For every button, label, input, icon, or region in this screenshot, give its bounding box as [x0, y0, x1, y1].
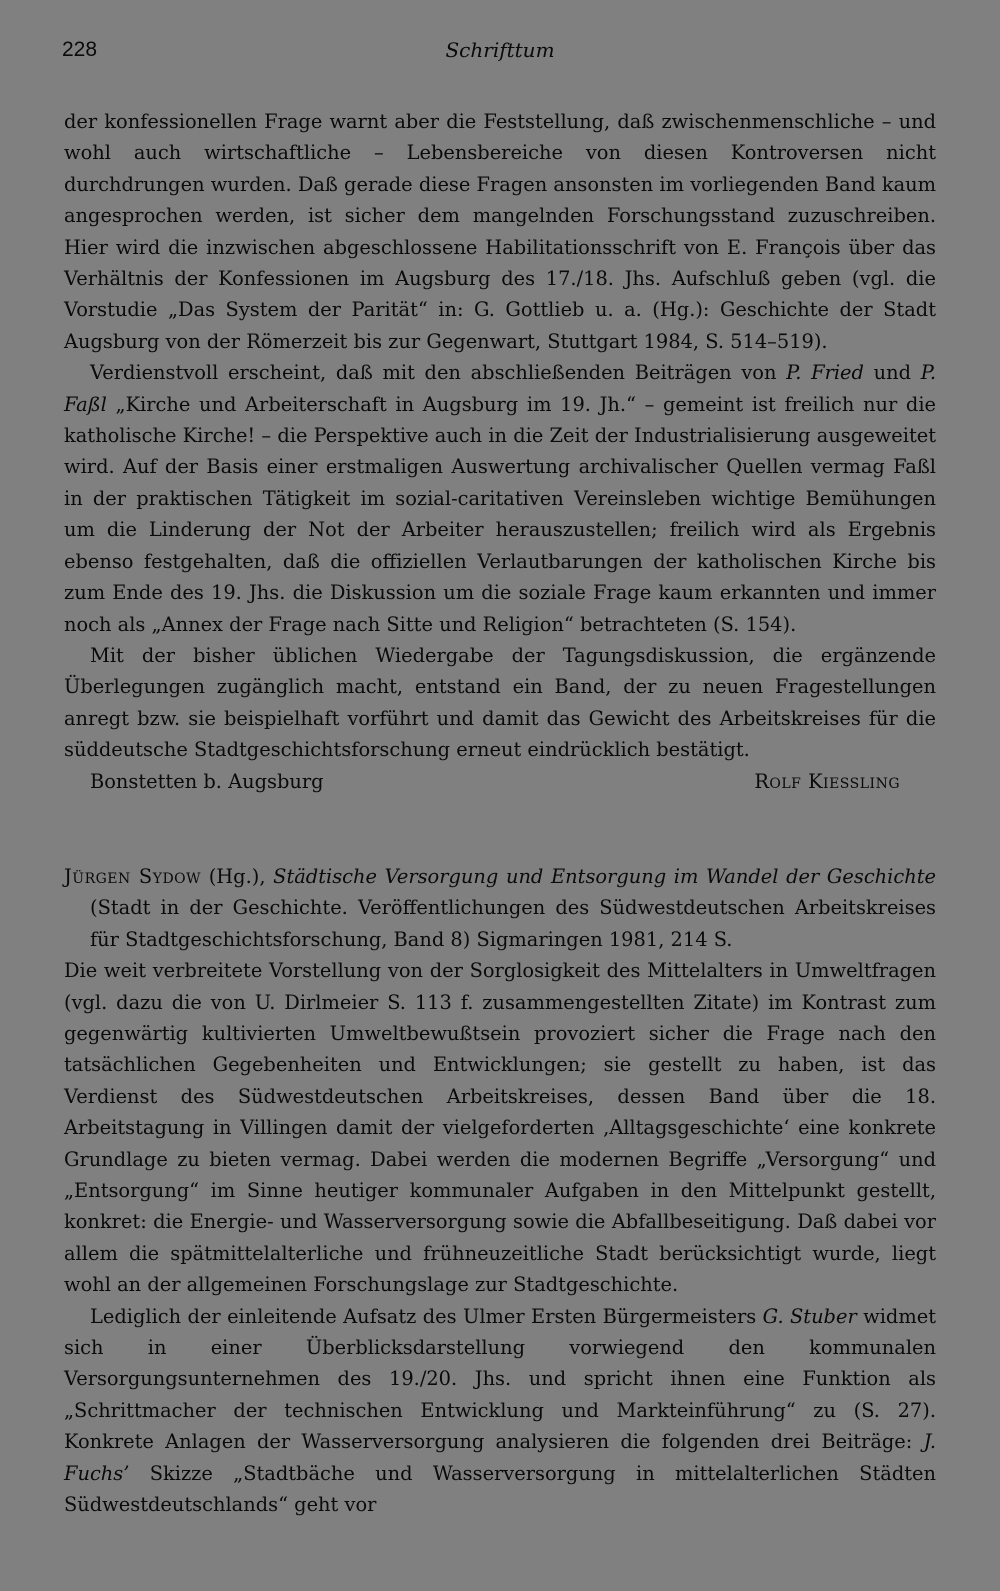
cited-author-fassl: P. Faßl: [64, 361, 936, 416]
cited-author-stuber: G. Stuber: [762, 1304, 857, 1328]
review1-paragraph-2-text-c: „Kirche und Arbeiterschaft in Augsburg im 19. Jh.“ – gemeint ist freilich nur die katholische Kirche! – die Perspektive auch in die Zeit der Industrialisierung ausgeweitet wird. Auf der Basis einer erstmaligen Auswertung archivalischer Quellen vermag Faßl in der praktischen Tätigkeit im sozial-caritativen Vereinsleben wichtige Bemühungen um die Linderung der Not der Arbeiter herauszustellen; freilich wird als Ergebnis ebenso festgehalten, daß die offiziellen Verlautbarungen der katholischen Kirche bis zum Ende des 19. Jhs. die Diskussion um die soziale Frage kaum erkannten und immer noch als „Annex der Frage nach Sitte und Religion“ betrachteten (S. 154).: [64, 392, 936, 636]
review2-publication-details: (Stadt in der Geschichte. Veröffentlichungen des Südwestdeutschen Arbeitskreises für Stadtgeschichtsforschung, Band 8) Sigmaringen 1981, 214 S.: [90, 896, 936, 951]
cited-author-fuchs: J. Fuchs’: [64, 1430, 936, 1485]
body-text: [64, 106, 936, 1520]
running-title: Schrifttum: [445, 38, 555, 62]
review2-author: Jürgen Sydow: [64, 864, 202, 888]
signature-name: Rolf Kiessling: [754, 769, 900, 793]
running-head: [62, 38, 938, 68]
review2-paragraph-2-text-b: widmet sich in einer Überblicksdarstellung vorwiegend den kommunalen Versorgungsunternehmen des 19./20. Jhs. und spricht ihnen eine Funktion als „Schrittmacher der technischen Entwicklung und Markteinführung“ zu (S. 27). Konkrete Anlagen der Wasserversorgung analysieren die folgenden drei Beiträge:: [64, 1304, 936, 1454]
review1-paragraph-1: der konfessionellen Frage warnt aber die Feststellung, daß zwischenmenschliche – und wohl auch wirtschaftliche – Lebensbereiche von diesen Kontroversen nicht durchdrungen wurden. Daß gerade diese Fragen ansonsten im vorliegenden Band kaum angesprochen werden, ist sicher dem mangelnden Forschungsstand zuzuschreiben. Hier wird die inzwischen abgeschlossene Habilitationsschrift von E. François über das Verhältnis der Konfessionen im Augsburg des 17./18. Jhs. Aufschluß geben (vgl. die Vorstudie „Das System der Parität“ in: G. Gottlieb u. a. (Hg.): Geschichte der Stadt Augsburg von der Römerzeit bis zur Gegenwart, Stuttgart 1984, S. 514–519).: [64, 110, 936, 353]
review2-paragraph-1: Die weit verbreitete Vorstellung von der Sorglosigkeit des Mittelalters in Umweltfragen (vgl. dazu die von U. Dirlmeier S. 113 f. zusammengestellten Zitate) im Kontrast zum gegenwärtig kultivierten Umweltbewußtsein provoziert sicher die Frage nach den tatsächlichen Gegebenheiten und Entwicklungen; sie gestellt zu haben, ist das Verdienst des Südwestdeutschen Arbeitskreises, dessen Band über die 18. Arbeitstagung in Villingen damit der vielgeforderten ‚Alltagsgeschichte‘ eine konkrete Grundlage zu bieten vermag. Dabei werden die modernen Begriffe „Versorgung“ und „Entsorgung“ im Sinne heutiger kommunaler Aufgaben in den Mittelpunkt gestellt, konkret: die Energie- und Wasserversorgung sowie die Abfallbeseitigung. Daß dabei vor allem die spätmittelalterliche und frühneuzeitliche Stadt berücksichtigt wurde, liegt wohl an der allgemeinen Forschungslage zur Stadtgeschichte.: [64, 959, 936, 1297]
signature-place: Bonstetten b. Augsburg: [90, 769, 324, 793]
review2-work-title: Städtische Versorgung und Entsorgung im Wandel der Geschichte: [273, 864, 936, 888]
review2-paragraph-2: [64, 1301, 936, 1521]
review2-bibliographic-entry: [64, 861, 936, 955]
review1-signature: [64, 766, 936, 797]
review2-editor-mark: (Hg.),: [201, 864, 274, 888]
cited-author-fried: P. Fried: [786, 361, 864, 385]
review2-paragraph-2-text-c: Skizze „Stadtbäche und Wasserversorgung in mittelalterlichen Städten Südwestdeutschlands“ geht vor: [64, 1461, 936, 1517]
review1-paragraph-2: [64, 357, 936, 640]
review2-paragraph-2-text-a: Lediglich der einleitende Aufsatz des Ulmer Ersten Bürgermeisters: [90, 1304, 763, 1328]
review1-paragraph-2-text-b: und: [863, 361, 921, 385]
review1-paragraph-2-text-a: Verdienstvoll erscheint, daß mit den abschließenden Beiträgen von: [90, 361, 787, 385]
review1-paragraph-3: Mit der bisher üblichen Wiedergabe der Tagungsdiskussion, die ergänzende Überlegungen zugänglich macht, entstand ein Band, der zu neuen Fragestellungen anregt bzw. sie beispielhaft vorführt und damit das Gewicht des Arbeitskreises für die süddeutsche Stadtgeschichtsforschung erneut eindrücklich bestätigt.: [64, 643, 936, 762]
page-number: 228: [62, 38, 98, 61]
